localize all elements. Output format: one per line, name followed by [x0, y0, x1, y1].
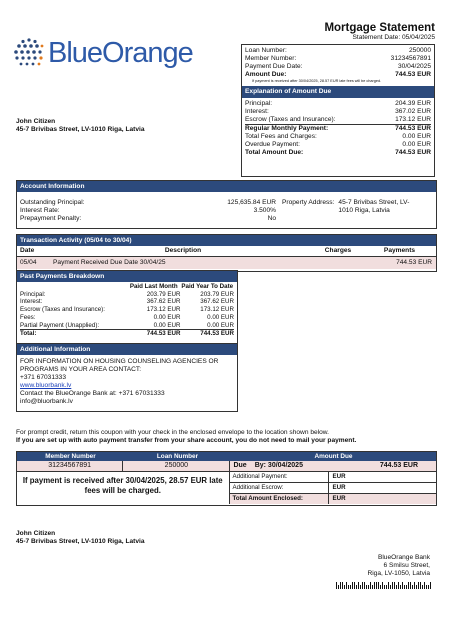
past-payment-last: 0.00 EUR — [153, 313, 181, 321]
past-payment-label: Total: — [20, 330, 37, 338]
loan-number-header: Loan Number — [156, 453, 199, 460]
past-payment-ytd: 173.12 EUR — [200, 306, 234, 314]
amount-due-header: Amount Due — [314, 453, 353, 460]
explanation-label: Regular Monthly Payment: — [245, 125, 329, 132]
mail-to-name: BlueOrange Bank — [377, 554, 430, 561]
col-description: Description — [164, 247, 202, 254]
account-label: Prepayment Penalty: — [20, 215, 82, 222]
past-payment-label: Fees: — [20, 313, 36, 321]
explanation-row — [245, 133, 431, 141]
explanation-row — [245, 141, 431, 149]
total-enclosed-field[interactable]: EUR — [332, 495, 346, 502]
account-row — [20, 215, 276, 223]
auto-payment-note: If you are set up with auto payment transfer from your share account, you do not need to mail your payment. — [16, 437, 357, 444]
summary-label: Amount Due: — [245, 71, 287, 78]
summary-label: Loan Number: — [245, 47, 287, 54]
col-payments: Payments — [383, 247, 416, 254]
past-payment-row — [20, 329, 234, 338]
past-payment-row — [20, 291, 234, 299]
explanation-label: Principal: — [245, 100, 273, 107]
late-notice: If payment is received after 30/04/2025, 28.57 EUR late fees will be charged. — [22, 476, 223, 495]
summary-value: 31234567891 — [390, 55, 431, 62]
coupon-member-number: 31234567891 — [17, 461, 123, 471]
email-text: info@bluorbank.lv — [20, 398, 73, 405]
explanation-value: 744.53 EUR — [395, 149, 431, 156]
col-paid-last-month: Paid Last Month — [129, 283, 178, 290]
transactions-table — [17, 246, 436, 269]
logo — [12, 36, 193, 70]
past-payment-row — [20, 322, 234, 330]
col-date: Date — [20, 247, 35, 254]
additional-escrow-field[interactable]: EUR — [332, 484, 346, 491]
past-payment-row — [20, 314, 234, 322]
mail-to-line2: Riga, LV-1050, Latvia — [367, 570, 430, 577]
logo-dots-icon — [12, 36, 46, 70]
mail-to — [342, 554, 430, 578]
explanation-row — [245, 125, 431, 133]
additional-info-box — [16, 343, 238, 412]
additional-escrow-label: Additional Escrow: — [230, 483, 329, 493]
past-payments-header: Past Payments Breakdown — [17, 271, 237, 282]
explanation-value: 204.39 EUR — [395, 100, 431, 107]
row-description: Payment Received Due Date 30/04/25 — [53, 259, 166, 266]
property-address-label: Property Address: — [282, 199, 335, 206]
coupon-due-label: Due — [233, 462, 247, 469]
summary-row — [245, 47, 431, 55]
past-payment-last: 0.00 EUR — [153, 321, 181, 329]
website-link[interactable]: www.bluorbank.lv — [20, 382, 72, 389]
postal-barcode-icon — [336, 582, 432, 589]
summary-label: Payment Due Date: — [245, 63, 303, 70]
mail-to-line1: 6 Smilsu Street, — [383, 562, 430, 569]
past-payment-row — [20, 306, 234, 314]
explanation-label: Escrow (Taxes and Insurance): — [245, 116, 336, 123]
explanation-label: Total Amount Due: — [245, 149, 304, 156]
contact-text: Contact the BlueOrange Bank at: +371 67031333 — [20, 390, 165, 397]
explanation-value: 0.00 EUR — [402, 141, 431, 148]
row-charges — [313, 257, 363, 270]
summary-row — [245, 71, 431, 79]
summary-box — [241, 44, 435, 177]
past-payment-ytd: 0.00 EUR — [207, 313, 234, 321]
past-payment-ytd: 367.62 EUR — [200, 298, 234, 306]
explanation-row — [245, 108, 431, 116]
summary-value: 250000 — [408, 47, 431, 54]
explanation-label: Interest: — [245, 108, 269, 115]
coupon-due-amount: 744.53 EUR — [379, 462, 418, 469]
logo-text: BlueOrange — [48, 36, 193, 69]
summary-row — [245, 63, 431, 71]
explanation-label: Overdue Payment: — [245, 141, 300, 148]
past-payment-ytd: 203.79 EUR — [200, 290, 234, 298]
page-title: Mortgage Statement — [324, 22, 435, 34]
past-payment-last: 203.79 EUR — [146, 290, 181, 298]
explanation-value: 367.02 EUR — [395, 108, 431, 115]
summary-value: 30/04/2025 — [397, 63, 431, 70]
summary-label: Member Number: — [245, 55, 297, 62]
coupon-instruction: For prompt credit, return this coupon with your check in the enclosed envelope to the location shown below. — [16, 429, 330, 436]
explanation-header: Explanation of Amount Due — [242, 86, 434, 98]
explanation-value: 173.12 EUR — [395, 116, 431, 123]
past-payment-last: 173.12 EUR — [146, 306, 181, 314]
explanation-row — [245, 100, 431, 108]
explanation-value: 0.00 EUR — [402, 133, 431, 140]
mail-from-address: 45-7 Brivibas Street, LV-1010 Riga, Latvia — [16, 538, 145, 545]
account-row — [20, 199, 276, 207]
account-label: Interest Rate: — [20, 207, 60, 214]
additional-payment-label: Additional Payment: — [230, 472, 329, 482]
additional-info-header: Additional Information — [17, 344, 237, 355]
transactions-header: Transaction Activity (05/04 to 30/04) — [17, 235, 436, 246]
summary-note: If payment is received after 30/04/2025, 28.57 EUR late fees will be charged. — [252, 79, 382, 83]
past-payment-label: Interest: — [20, 298, 43, 306]
account-label: Outstanding Principal: — [20, 199, 85, 206]
table-row — [17, 257, 436, 270]
past-payment-label: Escrow (Taxes and Insurance): — [20, 306, 105, 314]
coupon-loan-number: 250000 — [123, 461, 230, 471]
past-payment-row — [20, 298, 234, 306]
account-value: 125,635.84 EUR — [227, 199, 276, 206]
transactions-box — [16, 234, 437, 272]
counseling-text: FOR INFORMATION ON HOUSING COUNSELING AGENCIES OR PROGRAMS IN YOUR AREA CONTACT: — [20, 358, 219, 373]
account-value: No — [267, 215, 276, 222]
payment-coupon — [16, 451, 437, 506]
account-row — [20, 207, 276, 215]
row-date: 05/04 — [20, 259, 37, 266]
past-payment-last: 367.62 EUR — [146, 298, 181, 306]
explanation-row — [245, 116, 431, 125]
past-payments-box — [16, 270, 238, 344]
row-payments: 744.53 EUR — [396, 259, 432, 266]
additional-payment-field[interactable]: EUR — [332, 473, 346, 480]
past-payment-ytd: 744.53 EUR — [200, 330, 234, 338]
member-number-header: Member Number — [45, 453, 96, 460]
coupon-due-by: By: 30/04/2025 — [254, 462, 303, 469]
summary-value: 744.53 EUR — [395, 71, 431, 78]
col-paid-ytd: Paid Year To Date — [181, 283, 234, 290]
counseling-phone: +371 67031333 — [20, 374, 67, 381]
summary-row — [245, 55, 431, 63]
account-info-box — [16, 180, 437, 229]
explanation-row — [245, 149, 431, 157]
past-payment-label: Partial Payment (Unapplied): — [20, 321, 100, 329]
property-address: 45-7 Brivibas Street, LV-1010 Riga, Latvia — [338, 199, 410, 214]
account-value: 3.500% — [253, 207, 276, 214]
past-payment-ytd: 0.00 EUR — [207, 321, 234, 329]
explanation-value: 744.53 EUR — [395, 125, 431, 132]
past-payment-last: 744.53 EUR — [146, 330, 181, 338]
col-charges: Charges — [324, 247, 352, 254]
account-info-header: Account Information — [17, 181, 436, 192]
customer-name: John Citizen — [16, 118, 56, 125]
past-payment-label: Principal: — [20, 290, 46, 298]
explanation-label: Total Fees and Charges: — [245, 133, 317, 140]
total-enclosed-label: Total Amount Enclosed: — [230, 494, 329, 504]
customer-address: 45-7 Brivibas Street, LV-1010 Riga, Latvia — [16, 126, 145, 133]
statement-date: Statement Date: 05/04/2025 — [352, 34, 435, 41]
mail-from-name: John Citizen — [16, 530, 56, 537]
